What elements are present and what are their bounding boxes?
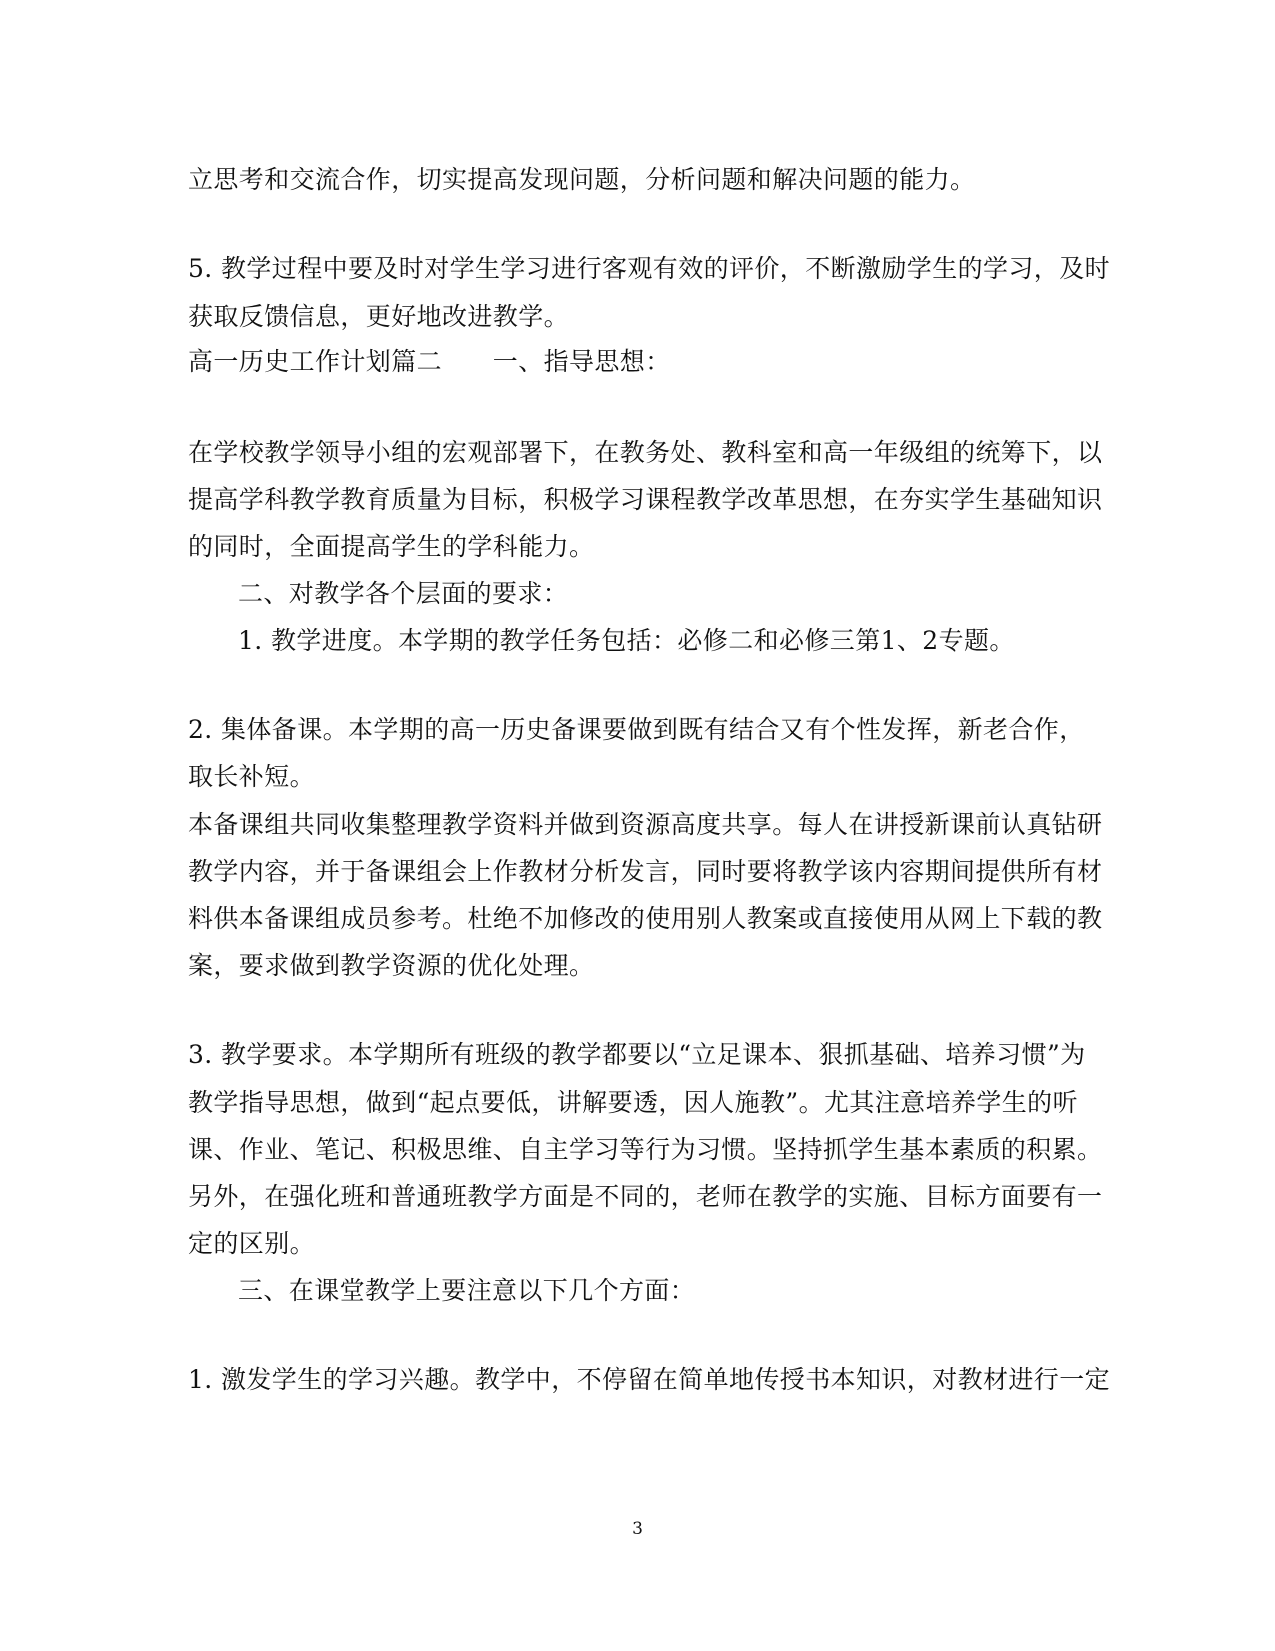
text-line: 的同时，全面提高学生的学科能力。 <box>188 532 595 561</box>
text-line: 3. 教学要求。本学期所有班级的教学都要以“立足课本、狠抓基础、培养习惯”为 <box>188 1040 1086 1069</box>
page-number: 3 <box>632 1519 643 1539</box>
text-line: 定的区别。 <box>188 1229 316 1258</box>
text-line: 料供本备课组成员参考。杜绝不加修改的使用别人教案或直接使用从网上下载的教 <box>188 904 1103 933</box>
text-line: 获取反馈信息，更好地改进教学。 <box>188 302 570 331</box>
text-line: 课、作业、笔记、积极思维、自主学习等行为习惯。坚持抓学生基本素质的积累。 <box>188 1135 1103 1164</box>
text-line: 提高学科教学教育质量为目标，积极学习课程教学改革思想，在夯实学生基础知识 <box>188 485 1103 514</box>
text-line: 1. 教学进度。本学期的教学任务包括：必修二和必修三第1、2专题。 <box>238 626 1015 655</box>
section-heading: 高一历史工作计划篇二 一、指导思想： <box>188 347 671 376</box>
section-heading: 三、在课堂教学上要注意以下几个方面： <box>238 1276 696 1305</box>
text-line: 案，要求做到教学资源的优化处理。 <box>188 951 595 980</box>
text-line: 教学内容，并于备课组会上作教材分析发言，同时要将教学该内容期间提供所有材 <box>188 857 1103 886</box>
text-line: 取长补短。 <box>188 762 316 791</box>
text-line: 在学校教学领导小组的宏观部署下，在教务处、教科室和高一年级组的统筹下，以 <box>188 438 1103 467</box>
text-line: 另外，在强化班和普通班教学方面是不同的，老师在教学的实施、目标方面要有一 <box>188 1182 1103 1211</box>
text-line: 本备课组共同收集整理教学资料并做到资源高度共享。每人在讲授新课前认真钻研 <box>188 810 1103 839</box>
text-line: 2. 集体备课。本学期的高一历史备课要做到既有结合又有个性发挥，新老合作， <box>188 715 1085 744</box>
text-line: 立思考和交流合作，切实提高发现问题，分析问题和解决问题的能力。 <box>188 165 976 194</box>
section-heading: 二、对教学各个层面的要求： <box>238 579 569 608</box>
text-line: 5. 教学过程中要及时对学生学习进行客观有效的评价，不断激励学生的学习，及时 <box>188 254 1111 283</box>
text-line: 1. 激发学生的学习兴趣。教学中，不停留在简单地传授书本知识，对教材进行一定 <box>188 1365 1111 1394</box>
text-line: 教学指导思想，做到“起点要低，讲解要透，因人施教”。尤其注意培养学生的听 <box>188 1088 1078 1117</box>
